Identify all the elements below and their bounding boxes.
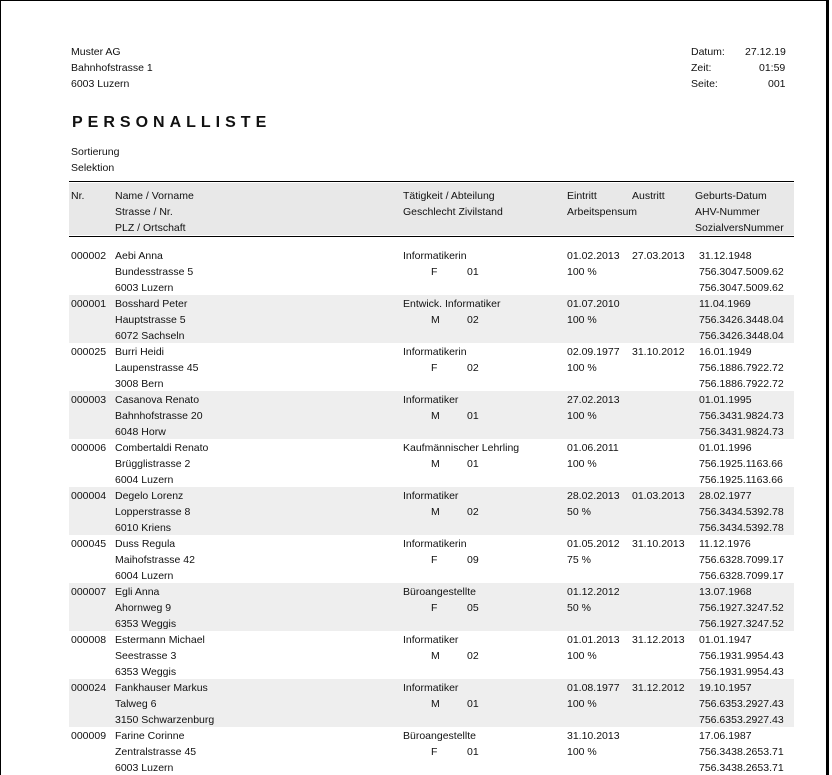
employee-ahv-number: 756.6353.2927.43 [699,698,784,710]
employee-birth-date: 01.01.1947 [699,634,752,646]
employee-entry-date: 01.07.2010 [567,298,620,310]
employee-entry-date: 27.02.2013 [567,394,620,406]
employee-birth-date: 11.04.1969 [699,298,751,310]
employee-street: Hauptstrasse 5 [115,314,186,326]
employee-name: Estermann Michael [115,634,205,646]
employee-nr: 000045 [71,538,107,550]
employee-name: Degelo Lorenz [115,490,184,502]
employee-activity: Büroangestellte [403,586,476,598]
page-label: Seite: [691,78,718,90]
employee-activity: Informatikerin [403,346,467,358]
employee-ahv-number: 756.3431.9824.73 [699,410,784,422]
employee-social-number: 756.1886.7922.72 [699,378,784,390]
employee-social-number: 756.3438.2653.71 [699,762,784,774]
employee-street: Seestrasse 3 [115,650,177,662]
header-top-rule [69,181,794,182]
employee-civil-status: 09 [467,554,479,566]
employee-civil-status: 01 [467,458,479,470]
col-name: Name / Vorname [115,190,194,202]
employee-social-number: 756.3434.5392.78 [699,522,784,534]
employee-activity: Büroangestellte [403,730,476,742]
employee-city: 6004 Luzern [115,474,174,486]
employee-workload: 50 % [567,602,591,614]
employee-name: Bosshard Peter [115,298,188,310]
employee-exit-date: 31.12.2013 [632,634,685,646]
employee-name: Duss Regula [115,538,176,550]
employee-name: Aebi Anna [115,250,163,262]
col-activity: Tätigkeit / Abteilung [403,190,495,202]
employee-civil-status: 02 [467,506,479,518]
employee-city: 6048 Horw [115,426,166,438]
employee-gender: M [431,458,440,470]
employee-workload: 100 % [567,746,597,758]
employee-ahv-number: 756.1886.7922.72 [699,362,784,374]
company-city: 6003 Luzern [71,78,130,90]
employee-ahv-number: 756.3434.5392.78 [699,506,784,518]
employee-nr: 000002 [71,250,107,262]
employee-workload: 100 % [567,650,597,662]
employee-social-number: 756.1925.1163.66 [699,474,783,486]
employee-workload: 100 % [567,314,597,326]
employee-entry-date: 02.09.1977 [567,346,620,358]
employee-social-number: 756.6328.7099.17 [699,570,784,582]
employee-nr: 000008 [71,634,107,646]
employee-workload: 100 % [567,266,597,278]
employee-gender: F [431,746,438,758]
employee-gender: M [431,314,440,326]
employee-gender: F [431,362,438,374]
employee-street: Laupenstrasse 45 [115,362,199,374]
employee-nr: 000003 [71,394,107,406]
employee-birth-date: 11.12.1976 [699,538,751,550]
employee-workload: 100 % [567,698,597,710]
employee-street: Ahornweg 9 [115,602,172,614]
page-number: 001 [768,78,786,90]
employee-city: 6353 Weggis [115,618,177,630]
company-street: Bahnhofstrasse 1 [71,62,153,74]
employee-nr: 000004 [71,490,107,502]
employee-ahv-number: 756.1931.9954.43 [699,650,784,662]
employee-city: 6072 Sachseln [115,330,185,342]
employee-street: Lopperstrasse 8 [115,506,191,518]
col-workload: Arbeitspensum [567,206,638,218]
employee-birth-date: 31.12.1948 [699,250,752,262]
employee-entry-date: 01.12.2012 [567,586,620,598]
employee-gender: M [431,698,440,710]
employee-workload: 100 % [567,458,597,470]
employee-exit-date: 31.10.2013 [632,538,685,550]
employee-workload: 75 % [567,554,591,566]
employee-gender: M [431,410,440,422]
employee-street: Talweg 6 [115,698,157,710]
employee-gender: F [431,266,438,278]
employee-ahv-number: 756.1925.1163.66 [699,458,783,470]
employee-civil-status: 01 [467,698,479,710]
employee-birth-date: 01.01.1996 [699,442,752,454]
employee-social-number: 756.3047.5009.62 [699,282,784,294]
employee-social-number: 756.1931.9954.43 [699,666,784,678]
employee-street: Maihofstrasse 42 [115,554,195,566]
employee-social-number: 756.6353.2927.43 [699,714,784,726]
employee-entry-date: 01.02.2013 [567,250,620,262]
employee-name: Combertaldi Renato [115,442,209,454]
employee-birth-date: 28.02.1977 [699,490,752,502]
employee-city: 6004 Luzern [115,570,174,582]
employee-exit-date: 31.10.2012 [632,346,685,358]
col-city: PLZ / Ortschaft [115,222,186,234]
employee-street: Zentralstrasse 45 [115,746,197,758]
employee-nr: 000006 [71,442,107,454]
employee-birth-date: 19.10.1957 [699,682,752,694]
employee-social-number: 756.3426.3448.04 [699,330,784,342]
col-social: SozialversNummer [695,222,784,234]
report-title: PERSONALLISTE [72,114,272,131]
employee-street: Bahnhofstrasse 20 [115,410,203,422]
header-bottom-rule [69,236,794,237]
employee-street: Brügglistrasse 2 [115,458,191,470]
employee-civil-status: 05 [467,602,479,614]
employee-city: 6010 Kriens [115,522,172,534]
employee-nr: 000007 [71,586,107,598]
employee-nr: 000024 [71,682,107,694]
employee-birth-date: 01.01.1995 [699,394,752,406]
employee-entry-date: 01.08.1977 [567,682,620,694]
col-nr: Nr. [71,190,85,202]
employee-city: 6003 Luzern [115,762,174,774]
employee-entry-date: 01.05.2012 [567,538,620,550]
employee-gender: F [431,554,438,566]
col-entry: Eintritt [567,190,597,202]
employee-activity: Kaufmännischer Lehrling [403,442,520,454]
employee-nr: 000001 [71,298,107,310]
date-label: Datum: [691,46,725,58]
employee-civil-status: 01 [467,410,479,422]
col-birth: Geburts-Datum [695,190,767,202]
employee-street: Bundesstrasse 5 [115,266,194,278]
employee-civil-status: 02 [467,314,479,326]
date-value: 27.12.19 [745,46,786,58]
employee-ahv-number: 756.3426.3448.04 [699,314,784,326]
employee-exit-date: 31.12.2012 [632,682,685,694]
employee-ahv-number: 756.1927.3247.52 [699,602,784,614]
employee-birth-date: 13.07.1968 [699,586,752,598]
employee-activity: Entwick. Informatiker [403,298,501,310]
col-gender-civil: Geschlecht Zivilstand [403,206,503,218]
employee-city: 6353 Weggis [115,666,177,678]
employee-entry-date: 31.10.2013 [567,730,620,742]
employee-exit-date: 27.03.2013 [632,250,685,262]
time-label: Zeit: [691,62,712,74]
employee-activity: Informatiker [403,634,459,646]
employee-entry-date: 01.06.2011 [567,442,619,454]
employee-activity: Informatiker [403,394,459,406]
employee-ahv-number: 756.3438.2653.71 [699,746,784,758]
employee-birth-date: 16.01.1949 [699,346,752,358]
employee-city: 3008 Bern [115,378,164,390]
employee-city: 3150 Schwarzenburg [115,714,215,726]
employee-ahv-number: 756.3047.5009.62 [699,266,784,278]
employee-name: Egli Anna [115,586,160,598]
selection-label: Selektion [71,162,115,174]
col-exit: Austritt [632,190,665,202]
employee-gender: F [431,602,438,614]
employee-ahv-number: 756.6328.7099.17 [699,554,784,566]
employee-activity: Informatiker [403,682,459,694]
employee-civil-status: 01 [467,746,479,758]
employee-activity: Informatiker [403,490,459,502]
employee-gender: M [431,650,440,662]
employee-entry-date: 28.02.2013 [567,490,620,502]
employee-name: Fankhauser Markus [115,682,208,694]
employee-civil-status: 02 [467,362,479,374]
employee-civil-status: 02 [467,650,479,662]
employee-birth-date: 17.06.1987 [699,730,752,742]
employee-workload: 100 % [567,362,597,374]
employee-name: Casanova Renato [115,394,200,406]
col-street: Strasse / Nr. [115,206,173,218]
employee-name: Farine Corinne [115,730,185,742]
employee-name: Burri Heidi [115,346,165,358]
employee-gender: M [431,506,440,518]
employee-activity: Informatikerin [403,538,467,550]
employee-nr: 000025 [71,346,107,358]
company-name: Muster AG [71,46,121,58]
employee-nr: 000009 [71,730,107,742]
col-ahv: AHV-Nummer [695,206,760,218]
employee-activity: Informatikerin [403,250,467,262]
employee-entry-date: 01.01.2013 [567,634,620,646]
employee-workload: 50 % [567,506,591,518]
employee-workload: 100 % [567,410,597,422]
sort-label: Sortierung [71,146,120,158]
employee-civil-status: 01 [467,266,479,278]
employee-social-number: 756.3431.9824.73 [699,426,784,438]
employee-city: 6003 Luzern [115,282,174,294]
time-value: 01:59 [759,62,786,74]
employee-social-number: 756.1927.3247.52 [699,618,784,630]
employee-exit-date: 01.03.2013 [632,490,685,502]
